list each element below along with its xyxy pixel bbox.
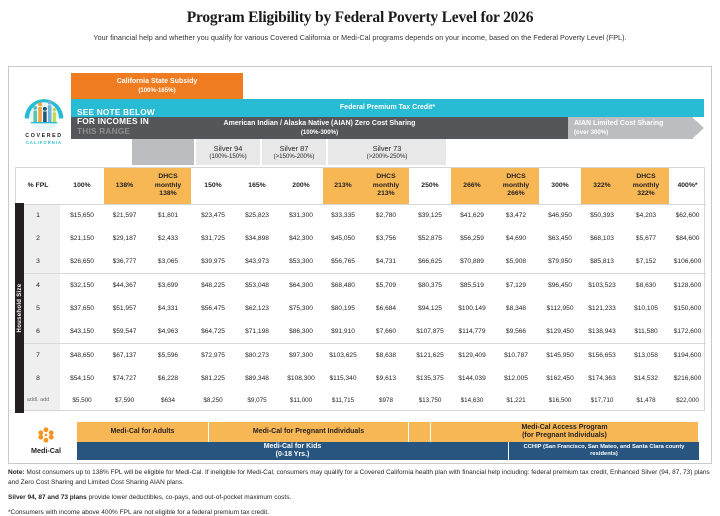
cell: $50,393 — [590, 212, 614, 220]
band-aian-limited-cost-sharing — [568, 117, 693, 139]
covered-california-mark — [22, 91, 66, 131]
cell: $37,650 — [70, 305, 94, 313]
cell: $9,613 — [375, 375, 397, 383]
cell: $43,973 — [245, 258, 269, 266]
cell: $17,710 — [590, 396, 614, 404]
band-medi-cal-pregnant — [209, 422, 409, 442]
band-california-state-subsidy — [71, 73, 243, 99]
household-size-label: Household Size — [16, 283, 23, 333]
medi-cal-section — [15, 422, 705, 460]
cell: $32,150 — [60, 274, 104, 297]
see-note-line3: THIS RANGE — [77, 125, 131, 136]
cell: $128,600 — [669, 274, 706, 297]
cell: $11,715 — [331, 396, 355, 404]
cell: $62,123 — [245, 305, 269, 313]
cell: $43,150 — [70, 328, 94, 336]
see-note-line2: FOR INCOMES IN — [77, 116, 149, 127]
cell: $12,005 — [504, 375, 528, 383]
medi-cal-logo — [15, 422, 77, 460]
footnotes — [8, 468, 712, 516]
row-index: 6 — [16, 320, 60, 343]
cell: $75,300 — [289, 305, 313, 313]
cell: $4,731 — [375, 258, 397, 266]
cell: $56,259 — [460, 235, 484, 243]
cell: $89,348 — [245, 375, 269, 383]
cell: $121,625 — [409, 344, 451, 367]
cell: $74,727 — [112, 375, 137, 383]
cell: $634 — [160, 396, 175, 404]
col-138: 138% — [104, 168, 145, 204]
footnote-asterisk: *Consumers with income above 400% FPL are not eligible for a federal premium tax credit. — [8, 509, 269, 516]
table-row — [16, 274, 706, 297]
footnote-silver-text: provide lower deductibles, co-pays, and out-of-pocket maximum costs. — [86, 494, 292, 502]
cell: $106,600 — [673, 258, 702, 266]
cell: $121,233 — [588, 305, 616, 313]
table-row — [16, 251, 706, 274]
medi-cal-kids-line1: Medi-Cal for Kids — [263, 442, 322, 450]
band-aian-limited-label: AIAN Limited Cost Sharing — [574, 120, 664, 128]
logo-text-california: CALIFORNIA — [25, 140, 63, 145]
cell: $5,677 — [635, 235, 657, 243]
footnote-note-text: Most consumers up to 138% FPL will be eligible for Medi-Cal. If ineligible for Medi-Cal, consumers may qualify for a Covered California health plan with financial help including: federal premium tax credit, Enhanced Silver (94, 87, 73) plans and Zero Cost Sharing and Limited Cost Sharing AIAN plans. — [8, 469, 710, 487]
cell: $3,699 — [145, 274, 191, 297]
col-250: 250% — [409, 168, 451, 204]
medi-cal-pregnant-label: Medi-Cal for Pregnant Individuals — [252, 427, 365, 435]
cell: $4,203 — [635, 212, 657, 220]
cell: $108,300 — [287, 375, 315, 383]
col-300: 300% — [539, 168, 581, 204]
cell: $4,963 — [157, 328, 179, 336]
cell: $6,228 — [157, 375, 179, 383]
fpl-table-container — [15, 167, 705, 411]
cell: $59,547 — [112, 328, 137, 336]
cell: $53,048 — [235, 274, 279, 297]
cell: $144,039 — [458, 375, 486, 383]
cell: $51,957 — [112, 305, 137, 313]
row-index: 1 — [16, 204, 60, 227]
cell: $7,590 — [114, 396, 135, 404]
cell: $7,660 — [375, 328, 397, 336]
table-row — [16, 367, 706, 390]
cell: $22,000 — [676, 396, 699, 404]
cell: $150,600 — [673, 305, 702, 313]
cell: $46,950 — [548, 212, 572, 220]
cell: $86,300 — [289, 328, 313, 336]
cell: $5,908 — [505, 258, 527, 266]
cell: $15,650 — [70, 212, 94, 220]
col-266: 266% — [451, 168, 493, 204]
cell: $112,950 — [546, 305, 574, 313]
col-fpl: % FPL — [16, 168, 60, 204]
cell: $115,340 — [329, 375, 357, 383]
cell: $4,690 — [505, 235, 527, 243]
medi-cal-access-line1: Medi-Cal Access Program — [521, 423, 608, 431]
cell: $194,600 — [669, 344, 706, 367]
cell: $11,000 — [289, 396, 313, 404]
band-medi-cal-access-program — [431, 422, 699, 442]
cell: $145,950 — [539, 344, 581, 367]
cell: $21,150 — [70, 235, 94, 243]
cell: $13,058 — [623, 344, 669, 367]
col-150: 150% — [191, 168, 235, 204]
cell: $3,756 — [375, 235, 397, 243]
cell: $85,813 — [590, 258, 614, 266]
col-dhcs-138: DHCS monthly 138% — [145, 168, 191, 204]
table-row — [16, 297, 706, 320]
cell: $16,500 — [548, 396, 572, 404]
band-state-subsidy-range: (100%-165%) — [138, 86, 176, 94]
band-aian-zero-range: (100%-300%) — [300, 128, 339, 136]
cell: $14,630 — [460, 396, 484, 404]
cell: $56,765 — [331, 258, 355, 266]
page-title: Program Eligibility by Federal Poverty Level for 2026 — [186, 9, 534, 26]
silver-plan-94 — [195, 139, 261, 165]
cell: $114,779 — [458, 328, 486, 336]
cell: $70,889 — [460, 258, 484, 266]
cell: $54,150 — [70, 375, 94, 383]
col-dhcs-266: DHCS monthly 266% — [493, 168, 539, 204]
cell: $6,684 — [375, 305, 397, 313]
table-header-row — [16, 168, 706, 204]
eligibility-card — [8, 66, 712, 464]
cell: $34,898 — [245, 235, 269, 243]
table-row — [16, 344, 706, 367]
col-200: 200% — [279, 168, 323, 204]
cell: $96,450 — [539, 274, 581, 297]
row-index: addl. add — [16, 390, 60, 410]
cell: $80,273 — [235, 344, 279, 367]
band-arrow-icon — [693, 118, 704, 138]
cell: $39,975 — [201, 258, 225, 266]
cell: $14,532 — [634, 375, 658, 383]
table-row — [16, 227, 706, 250]
cell: $138,943 — [588, 328, 616, 336]
row-index: 2 — [16, 227, 60, 250]
cell: $8,630 — [623, 274, 669, 297]
cell: $48,650 — [60, 344, 104, 367]
col-100: 100% — [60, 168, 104, 204]
cell: $44,367 — [104, 274, 145, 297]
footnote-note-label: Note: — [8, 469, 25, 476]
table-row — [16, 390, 706, 410]
see-note-line1: SEE NOTE BELOW — [77, 106, 155, 117]
cell: $10,105 — [634, 305, 658, 313]
silver-73-name: Silver 73 — [372, 144, 402, 153]
cchip-label: CCHIP (San Francisco, San Mateo, and Santa Clara county residents) — [523, 444, 685, 457]
row-index: 3 — [16, 251, 60, 274]
band-state-subsidy-label: California State Subsidy — [116, 78, 198, 86]
cell: $62,600 — [675, 212, 700, 220]
cell: $162,450 — [546, 375, 574, 383]
footnote-note — [8, 468, 712, 488]
cell: $10,787 — [493, 344, 539, 367]
cell: $71,198 — [245, 328, 269, 336]
table-row — [16, 320, 706, 343]
col-400: 400%* — [669, 168, 706, 204]
silver-plan-73 — [327, 139, 447, 165]
cell: $67,137 — [104, 344, 145, 367]
medi-cal-kids-line2: (0-18 Yrs.) — [275, 451, 310, 458]
cell: $68,103 — [590, 235, 614, 243]
cell: $85,519 — [451, 274, 493, 297]
cell: $103,523 — [581, 274, 623, 297]
cell: $48,225 — [191, 274, 235, 297]
cell: $52,875 — [418, 235, 442, 243]
cell: $1,221 — [506, 396, 526, 404]
col-dhcs-322: DHCS monthly 322% — [623, 168, 669, 204]
cell: $23,475 — [201, 212, 225, 220]
cell: $94,125 — [418, 305, 442, 313]
row-index: 4 — [16, 274, 60, 297]
cell: $31,725 — [201, 235, 225, 243]
cell: $13,750 — [418, 396, 442, 404]
cell: $25,823 — [245, 212, 269, 220]
medi-cal-adults-label: Medi-Cal for Adults — [110, 427, 175, 435]
band-fptc-label: Federal Premium Tax Credit* — [339, 103, 436, 111]
cell: $42,300 — [289, 235, 313, 243]
cell: $135,375 — [416, 375, 444, 383]
cell: $216,600 — [673, 375, 702, 383]
cell: $8,250 — [203, 396, 223, 404]
col-dhcs-213: DHCS monthly 213% — [363, 168, 409, 204]
cell: $5,596 — [145, 344, 191, 367]
cell: $33,335 — [331, 212, 355, 220]
band-aian-zero-label: American Indian / Alaska Native (AIAN) Zero Cost Sharing — [223, 120, 416, 128]
cell: $66,625 — [418, 258, 442, 266]
cell: $97,300 — [279, 344, 323, 367]
cell: $80,375 — [409, 274, 451, 297]
cell: $2,433 — [157, 235, 179, 243]
cell: $1,478 — [636, 396, 656, 404]
poverty-level-infographic — [0, 9, 720, 516]
cell: $107,875 — [416, 328, 444, 336]
page-subtitle: Your financial help and whether you qualify for various Covered California or Medi-Cal programs depends on your income, based on the Federal Poverty Level (FPL). — [93, 33, 627, 42]
band-medi-cal-kids — [77, 442, 509, 460]
cell: $4,331 — [157, 305, 179, 313]
silver-87-range: (>150%-200%) — [273, 153, 315, 160]
cell: $84,600 — [675, 235, 700, 243]
cell: $174,363 — [588, 375, 616, 383]
table-body — [16, 204, 706, 410]
cell: $978 — [378, 396, 393, 404]
cell: $45,050 — [331, 235, 355, 243]
cell: $39,125 — [418, 212, 442, 220]
band-medi-cal-adults — [77, 422, 209, 442]
cell: $172,600 — [673, 328, 702, 336]
program-bands — [9, 67, 711, 165]
cell: $53,300 — [289, 258, 313, 266]
cell: $8,638 — [363, 344, 409, 367]
medi-cal-logo-label: Medi-Cal — [31, 446, 61, 455]
cell: $31,300 — [289, 212, 313, 220]
cell: $91,910 — [331, 328, 355, 336]
cell: $3,472 — [505, 212, 527, 220]
cell: $9,075 — [247, 396, 267, 404]
band-cchip — [509, 442, 699, 460]
cell: $129,450 — [546, 328, 574, 336]
row-index: 5 — [16, 297, 60, 320]
cell: $129,409 — [451, 344, 493, 367]
household-size-axis — [15, 203, 24, 413]
cell: $156,653 — [581, 344, 623, 367]
silver-87-name: Silver 87 — [279, 144, 309, 153]
cell: $100,149 — [458, 305, 486, 313]
band-aian-limited-range: (over 300%) — [574, 128, 609, 136]
cell: $26,650 — [70, 258, 94, 266]
cell: $7,129 — [493, 274, 539, 297]
band-medi-cal-gap — [409, 422, 431, 442]
cell: $81,225 — [201, 375, 225, 383]
cell: $80,195 — [331, 305, 355, 313]
cell: $8,348 — [505, 305, 527, 313]
silver-73-range: (>200%-250%) — [366, 153, 408, 160]
silver-plan-87 — [261, 139, 327, 165]
cell: $64,725 — [201, 328, 225, 336]
cell: $36,777 — [112, 258, 137, 266]
cell: $5,500 — [72, 396, 92, 404]
cell: $79,950 — [548, 258, 572, 266]
medi-cal-access-line2: (for Pregnant Individuals) — [522, 432, 607, 439]
cell: $9,566 — [505, 328, 527, 336]
table-row — [16, 204, 706, 227]
cell: $3,065 — [157, 258, 179, 266]
cell: $2,780 — [375, 212, 397, 220]
row-index: 8 — [16, 367, 60, 390]
cell: $1,801 — [157, 212, 179, 220]
cell: $63,450 — [548, 235, 572, 243]
band-see-note-overlay — [71, 105, 195, 139]
cell: $21,597 — [112, 212, 137, 220]
col-165: 165% — [235, 168, 279, 204]
fpl-table — [16, 168, 706, 410]
logo-text-covered: COVERED — [25, 133, 63, 139]
silver-plan-row — [9, 139, 711, 165]
footnote-silver-label: Silver 94, 87 and 73 plans — [8, 494, 87, 502]
cell: $29,187 — [112, 235, 137, 243]
cell: $11,580 — [634, 328, 658, 336]
footnote-silver — [8, 493, 712, 503]
cell: $5,709 — [363, 274, 409, 297]
cell: $72,975 — [191, 344, 235, 367]
cell: $68,480 — [323, 274, 363, 297]
medi-cal-flower-icon — [38, 427, 54, 443]
cell: $103,625 — [323, 344, 363, 367]
silver-94-name: Silver 94 — [213, 144, 243, 153]
cell: $41,629 — [460, 212, 484, 220]
cell: $56,475 — [201, 305, 225, 313]
silver-spacer — [131, 139, 195, 165]
cell: $64,300 — [279, 274, 323, 297]
cell: $7,152 — [635, 258, 657, 266]
silver-94-range: (100%-150%) — [209, 153, 247, 160]
col-213: 213% — [323, 168, 363, 204]
col-322: 322% — [581, 168, 623, 204]
row-index: 7 — [16, 344, 60, 367]
